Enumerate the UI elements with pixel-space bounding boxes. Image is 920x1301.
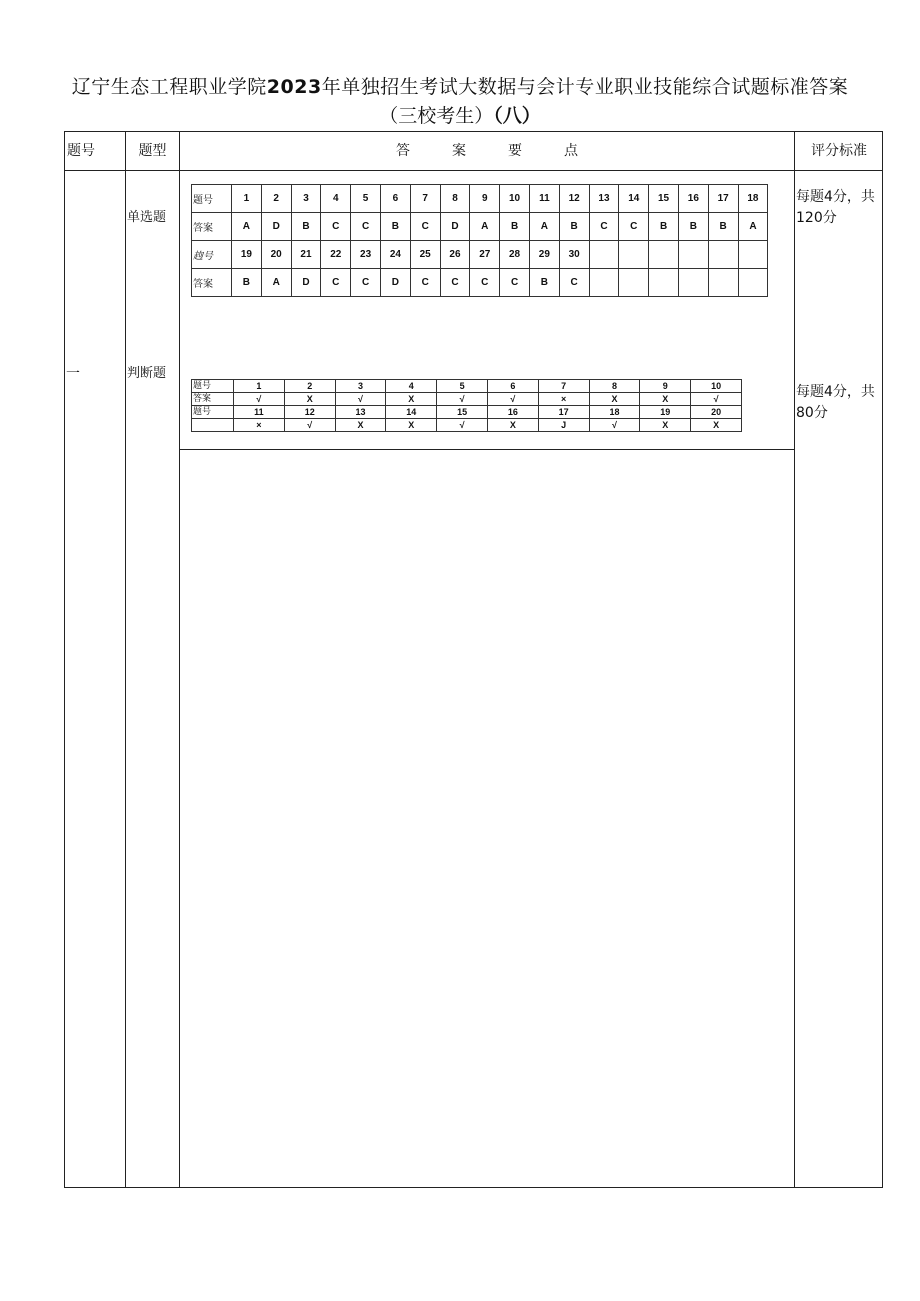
table-cell: B	[708, 213, 738, 241]
single-choice-answer-table	[191, 184, 768, 297]
table-cell: 6	[487, 380, 538, 393]
table-cell: C	[321, 269, 351, 297]
table-cell	[678, 269, 708, 297]
divider-number-type	[125, 131, 126, 1188]
table-cell: 26	[440, 241, 470, 269]
table-cell: 5	[351, 185, 381, 213]
table-cell: 16	[678, 185, 708, 213]
table-cell: X	[691, 419, 742, 432]
table-cell: A	[261, 269, 291, 297]
table-cell: √	[691, 393, 742, 406]
table-cell: 9	[640, 380, 691, 393]
table-cell	[738, 269, 768, 297]
table-cell: 29	[529, 241, 559, 269]
table-cell: 22	[321, 241, 351, 269]
table-cell: 18	[738, 185, 768, 213]
table-cell: 18	[589, 406, 640, 419]
table-cell	[708, 269, 738, 297]
table-row	[192, 213, 768, 241]
table-cell: 3	[335, 380, 386, 393]
true-false-answer-table	[191, 379, 742, 432]
table-cell: 13	[335, 406, 386, 419]
table-cell: X	[386, 419, 437, 432]
label-true-false: 判断题	[127, 366, 167, 381]
table-cell: 4	[321, 185, 351, 213]
row-label: 答案	[192, 269, 232, 297]
title-prefix: 辽宁生态工程职业学院	[71, 76, 267, 98]
row-label: 答案	[192, 213, 232, 241]
score-single-choice: 每题4分，共120分	[796, 189, 875, 226]
table-cell: 7	[538, 380, 589, 393]
table-cell: A	[232, 213, 262, 241]
table-cell: B	[291, 213, 321, 241]
title-number: （八）	[493, 105, 541, 127]
table-cell: 30	[559, 241, 589, 269]
table-cell: C	[410, 269, 440, 297]
table-cell: D	[261, 213, 291, 241]
table-cell: √	[234, 393, 285, 406]
table-cell: D	[440, 213, 470, 241]
table-cell	[649, 241, 679, 269]
table-cell: 2	[261, 185, 291, 213]
table-cell: A	[529, 213, 559, 241]
table-cell: 25	[410, 241, 440, 269]
table-cell: 12	[559, 185, 589, 213]
table-cell: √	[437, 419, 488, 432]
table-cell: C	[470, 269, 500, 297]
table-cell: √	[487, 393, 538, 406]
answer-area-divider	[179, 449, 794, 450]
header-answer: 答 案 要 点	[396, 143, 578, 159]
table-cell: √	[335, 393, 386, 406]
table-cell: ×	[538, 393, 589, 406]
table-cell: 14	[619, 185, 649, 213]
table-cell: C	[589, 213, 619, 241]
label-single-choice: 单选题	[127, 210, 167, 225]
table-row	[192, 269, 768, 297]
table-row	[192, 185, 768, 213]
divider-type-answer	[179, 131, 180, 1188]
table-cell: B	[678, 213, 708, 241]
title-subtitle: （三校考生）	[379, 105, 494, 127]
table-cell: D	[291, 269, 321, 297]
score-true-false: 每题4分，共80分	[796, 384, 875, 421]
table-cell: √	[284, 419, 335, 432]
table-row	[192, 406, 742, 419]
table-cell: X	[386, 393, 437, 406]
title-year: 2023	[266, 76, 322, 98]
table-cell: 10	[691, 380, 742, 393]
table-cell: C	[440, 269, 470, 297]
row-label: 题号	[192, 380, 234, 393]
table-cell	[649, 269, 679, 297]
table-cell: 15	[649, 185, 679, 213]
table-cell: 4	[386, 380, 437, 393]
table-cell: A	[470, 213, 500, 241]
table-cell: ×	[234, 419, 285, 432]
table-cell: 5	[437, 380, 488, 393]
table-cell: C	[619, 213, 649, 241]
table-cell: 16	[487, 406, 538, 419]
table-row	[192, 241, 768, 269]
table-cell: 9	[470, 185, 500, 213]
table-cell: 24	[380, 241, 410, 269]
table-cell: X	[284, 393, 335, 406]
table-cell: B	[232, 269, 262, 297]
table-cell: B	[559, 213, 589, 241]
table-cell: 19	[640, 406, 691, 419]
table-cell: X	[640, 419, 691, 432]
table-cell: C	[559, 269, 589, 297]
table-cell: 3	[291, 185, 321, 213]
header-score: 评分标准	[811, 143, 867, 159]
table-cell: X	[589, 393, 640, 406]
row-label: 题号	[192, 406, 234, 419]
table-row	[192, 419, 742, 432]
table-cell: 6	[380, 185, 410, 213]
table-cell: √	[589, 419, 640, 432]
document-title-line1	[0, 72, 920, 99]
table-cell: C	[351, 213, 381, 241]
table-cell: A	[738, 213, 768, 241]
table-cell: 10	[500, 185, 530, 213]
table-cell	[708, 241, 738, 269]
table-cell	[589, 241, 619, 269]
table-cell: 23	[351, 241, 381, 269]
table-cell: C	[500, 269, 530, 297]
section-number: 一	[66, 366, 80, 382]
row-label: 题号	[192, 185, 232, 213]
table-cell: 20	[261, 241, 291, 269]
table-cell: X	[640, 393, 691, 406]
header-number: 题号	[67, 143, 95, 159]
table-cell	[619, 269, 649, 297]
table-cell: 19	[232, 241, 262, 269]
table-cell: 28	[500, 241, 530, 269]
header-type: 题型	[138, 143, 167, 159]
table-cell: 8	[440, 185, 470, 213]
table-cell: 27	[470, 241, 500, 269]
table-cell: C	[410, 213, 440, 241]
table-cell: 15	[437, 406, 488, 419]
table-cell	[678, 241, 708, 269]
row-label	[192, 419, 234, 432]
table-cell: 7	[410, 185, 440, 213]
table-cell: B	[500, 213, 530, 241]
table-cell	[738, 241, 768, 269]
table-cell: √	[437, 393, 488, 406]
table-cell: C	[351, 269, 381, 297]
table-cell: X	[487, 419, 538, 432]
table-cell: B	[380, 213, 410, 241]
row-label: 䞤号	[192, 241, 232, 269]
table-cell: 1	[234, 380, 285, 393]
table-row	[192, 380, 742, 393]
table-cell: B	[649, 213, 679, 241]
table-cell: 17	[708, 185, 738, 213]
table-cell	[589, 269, 619, 297]
table-cell: 20	[691, 406, 742, 419]
table-cell: 14	[386, 406, 437, 419]
table-cell: 2	[284, 380, 335, 393]
title-suffix: 年单独招生考试大数据与会计专业职业技能综合试题标准答案	[321, 76, 849, 98]
table-row	[192, 393, 742, 406]
table-cell: 1	[232, 185, 262, 213]
table-cell: J	[538, 419, 589, 432]
table-cell: 11	[529, 185, 559, 213]
table-cell	[619, 241, 649, 269]
table-cell: X	[335, 419, 386, 432]
table-cell: 8	[589, 380, 640, 393]
document-title-line2	[0, 101, 920, 128]
table-cell: 12	[284, 406, 335, 419]
table-cell: 17	[538, 406, 589, 419]
table-cell: 11	[234, 406, 285, 419]
row-label: 答案	[192, 393, 234, 406]
table-cell: 21	[291, 241, 321, 269]
divider-answer-score	[794, 131, 795, 1188]
table-cell: D	[380, 269, 410, 297]
table-cell: B	[529, 269, 559, 297]
table-cell: C	[321, 213, 351, 241]
table-cell: 13	[589, 185, 619, 213]
